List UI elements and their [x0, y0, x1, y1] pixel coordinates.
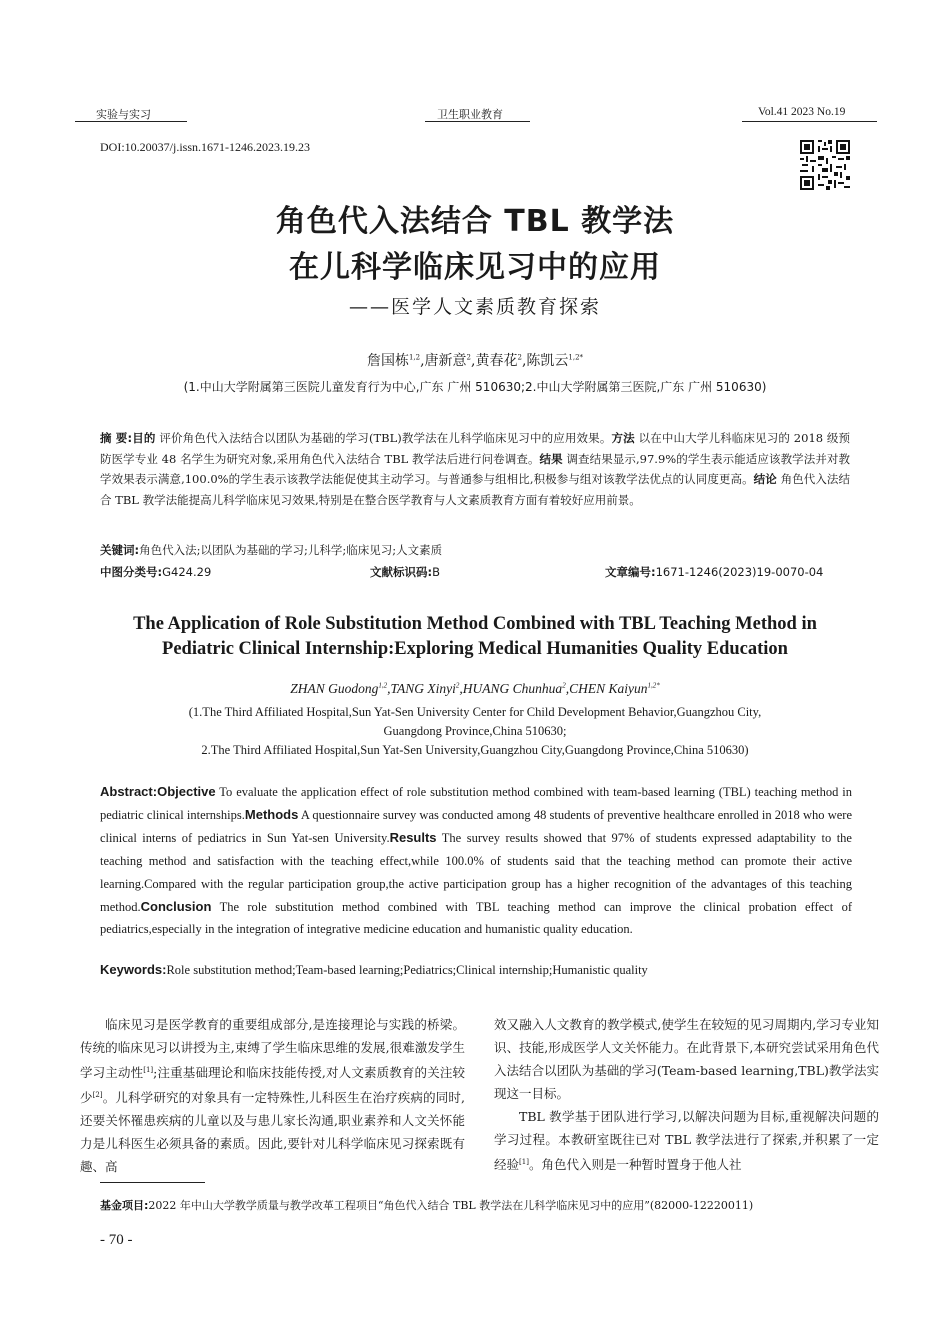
header-volume: Vol.41 2023 No.19 [758, 106, 846, 118]
funding-text: 2022 年中山大学教学质量与教学改革工程项目“角色代入结合 TBL 教学法在儿科学临床见习中的应用”(82000-12220011) [148, 1199, 754, 1212]
english-affiliation-2: Guangdong Province,China 510630; [383, 724, 567, 738]
header-rule-left [75, 121, 187, 122]
english-affiliation-3: 2.The Third Affiliated Hospital,Sun Yat-Sen University,Guangzhou City,Guangdong Province,China 510630) [201, 743, 749, 757]
objective-text: 评价角色代入法结合以团队为基础的学习(TBL)教学法在儿科学临床见习中的应用效果。 [159, 431, 612, 445]
body-paragraph [494, 1105, 879, 1176]
methods-label: Methods [244, 806, 299, 822]
author-name: HUANG Chunhua [462, 681, 563, 696]
author-affil-mark: 1,2* [647, 681, 660, 690]
author-affiliation: (1.中山大学附属第三医院儿童发育行为中心,广东 广州 510630;2.中山大学附属第三医院,广东 广州 510630) [183, 380, 767, 394]
objective-label: Objective [157, 784, 216, 799]
body-column-right [494, 1013, 879, 1176]
title-line-1: 角色代入法结合 TBL 教学法 [275, 204, 675, 239]
keywords-cn [100, 542, 850, 558]
abstract-cn [100, 428, 850, 510]
results-label: 结果 [539, 451, 563, 466]
keywords-text: Role substitution method;Team-based learning;Pediatrics;Clinical internship;Humanistic quality [166, 963, 648, 977]
doi: DOI:10.20037/j.issn.1671-1246.2023.19.23 [100, 140, 310, 154]
author-affil-mark: 1,2* [568, 353, 584, 362]
keywords-en [100, 962, 852, 978]
conclusion-label: Conclusion [140, 898, 212, 914]
body-text: ;注重基础理论和临床技能传授,对人文素质教育的关注较少 [80, 1065, 465, 1106]
author-affil-mark: 1,2 [408, 353, 421, 362]
body-paragraph [80, 1013, 465, 1178]
abstract-label: Abstract: [100, 784, 158, 799]
header-rule-center [425, 121, 530, 122]
body-column-left [80, 1013, 465, 1178]
footnote-rule [100, 1182, 205, 1183]
doc-label: 文献标识码: [370, 565, 433, 579]
conclusion-text: The role substitution method combined with TBL teaching method can improve the clinical probation effect of pediatrics,especially in the integration of integrative medicine education and humanistic quality education. [100, 899, 852, 937]
funding-label: 基金项目: [100, 1199, 149, 1212]
conclusion-label: 结论 [753, 472, 777, 486]
english-affiliation-1: (1.The Third Affiliated Hospital,Sun Yat-Sen University Center for Child Development Behavior,Guangzhou City, [188, 705, 762, 719]
english-author-list: ZHAN Guodong$^{1,2}$,TANG Xinyi$^2$,HUANG Chunhua$^2$,CHEN Kaiyun$^{1,2*}$ [290, 681, 660, 696]
body-paragraph: 效又融入人文教育的教学模式,使学生在较短的见习周期内,学习专业知识、技能,形成医学人文关怀能力。在此背景下,本研究尝试采用角色代入法结合以团队为基础的学习(Team-based learning,TBL)教学法实现这一目标。 [494, 1017, 879, 1101]
results-label: Results [389, 829, 437, 845]
objective-label: 目的 [132, 431, 156, 445]
citation-ref: [1] [519, 1158, 529, 1166]
author-name: 詹国栋 [366, 353, 409, 369]
citation-ref: [1] [143, 1066, 154, 1074]
conclusion-text: 角色代入法结合 TBL 教学法能提高儿科学临床见习效果,特别是在整合医学教育与人文素质教育方面有着较好应用前景。 [100, 472, 851, 507]
author-affil-mark: 1,2 [378, 681, 388, 690]
subtitle: ——医学人文素质教育探索 [348, 296, 601, 318]
author-name: CHEN Kaiyun [569, 681, 648, 696]
english-title-line-1: The Application of Role Substitution Method Combined with TBL Teaching Method in [133, 614, 817, 634]
methods-text: 以在中山大学儿科临床见习的 2018 级预防医学专业 48 名学生为研究对象,采用角色代入法结合 TBL 教学法后进行问卷调查。 [100, 431, 851, 466]
author-name: 黄春花 [475, 353, 518, 369]
english-title-line-2: Pediatric Clinical Internship:Exploring Medical Humanities Quality Education [162, 639, 788, 659]
article-number [605, 564, 823, 580]
author-name: 唐新意 [424, 353, 467, 369]
abstract-label: 摘 要: [100, 431, 133, 445]
results-text: 调查结果显示,97.9%的学生表示能适应该教学法并对教学效果表示满意,100.0%的学生表示该教学法能促使其主动学习。与普通参与组相比,积极参与组对该教学法优点的认同度更高。 [100, 451, 851, 486]
title-line-2: 在儿科学临床见习中的应用 [289, 250, 661, 285]
page-number: - 70 - [100, 1232, 133, 1248]
keywords-text: 角色代入法;以团队为基础的学习;儿科学;临床见习;人文素质 [139, 543, 443, 557]
author-affil-mark: 2 [466, 353, 472, 362]
keywords-label: Keywords: [100, 962, 167, 977]
author-name: 陈凯云 [526, 353, 569, 369]
keywords-label: 关键词: [100, 543, 140, 557]
art-value: 1671-1246(2023)19-0070-04 [655, 565, 824, 579]
clc-label: 中图分类号: [100, 565, 163, 579]
author-affil-mark: 2 [455, 681, 460, 690]
header-section: 实验与实习 [96, 109, 151, 121]
body-text: TBL 教学基于团队进行学习,以解决问题为目标,重视解决问题的学习过程。本教研室既往已对 TBL 教学法进行了探索,并积累了一定经验 [494, 1109, 879, 1173]
author-affil-mark: 2 [517, 353, 522, 362]
author-list: 詹国栋$^{1,2}$,唐新意$^2$,黄春花$^2$,陈凯云$^{1,2*}$ [366, 353, 584, 369]
funding-note [100, 1197, 753, 1213]
header-rule-right [742, 121, 877, 122]
methods-text: A questionnaire survey was conducted among 48 students of preventive healthcare enrolled in 2018 who were clinical interns of pediatrics in Sun Yat-sen University. [100, 807, 853, 845]
results-text: The survey results showed that 97% of students expressed adaptability to the teaching method and satisfaction with the teaching effect,while 100.0% of students said that the teaching method can promote their active learning.Compared with the regular participation group,the active participation group has a higher recognition of the advantages of this teaching method. [100, 830, 852, 914]
author-name: ZHAN Guodong [290, 681, 379, 696]
qr-code-icon [800, 140, 850, 190]
objective-text: To evaluate the application effect of role substitution method combined with team-based learning (TBL) teaching method in pediatric clinical internships. [100, 785, 852, 822]
body-text: 。儿科学研究的对象具有一定特殊性,儿科医生在治疗疾病的同时,还要关怀罹患疾病的儿童以及与患儿家长沟通,职业素养和人文关怀能力是儿科医生必须具备的素质。因此,要针对儿科学临床见习探索既有趣、高 [80, 1090, 465, 1175]
methods-label: 方法 [611, 431, 635, 445]
body-text: 临床见习是医学教育的重要组成部分,是连接理论与实践的桥梁。传统的临床见习以讲授为主,束缚了学生临床思维的发展,很难激发学生学习主动性 [80, 1017, 465, 1081]
author-affil-mark: 2 [562, 681, 566, 690]
author-name: TANG Xinyi [390, 681, 456, 696]
body-text: 。角色代入则是一种暂时置身于他人社 [528, 1157, 742, 1173]
english-title [0, 612, 950, 662]
document-code [370, 564, 440, 580]
clc-value: G424.29 [162, 565, 212, 579]
citation-ref: [2] [92, 1091, 103, 1100]
header-journal: 卫生职业教育 [437, 109, 503, 121]
clc-number [100, 564, 211, 580]
abstract-en [100, 781, 852, 941]
doc-value: B [432, 565, 440, 579]
art-label: 文章编号: [605, 565, 656, 579]
